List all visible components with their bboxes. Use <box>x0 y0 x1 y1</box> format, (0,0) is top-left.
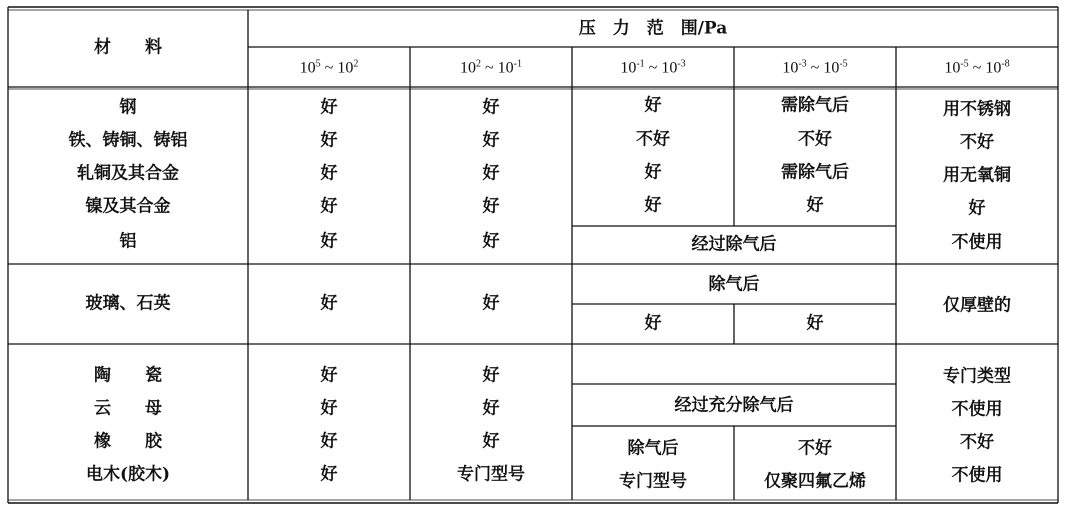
cell-value: 好 <box>320 293 338 314</box>
cell-value: 不使用 <box>951 465 1003 486</box>
material-rubber: 橡 胶 <box>94 431 162 452</box>
cell-value: 除气后 <box>627 438 679 459</box>
material-ceramic: 陶 瓷 <box>94 365 162 386</box>
cell-value: 不使用 <box>951 232 1003 253</box>
cell-value: 好 <box>482 163 500 184</box>
cell-value: 专门类型 <box>943 366 1011 387</box>
cell-value: 好 <box>320 365 338 386</box>
range-header-2: $10^2$ ~ $10^{-1}$ <box>460 58 522 77</box>
range-header-4: $10^{-3}$ ~ $10^{-5}$ <box>782 58 848 77</box>
cell-value: 用不锈钢 <box>943 99 1011 120</box>
merged-cell-fully-degassed: 经过充分除气后 <box>674 395 794 416</box>
cell-value: 好 <box>482 431 500 452</box>
cell-value: 用无氧铜 <box>943 165 1011 186</box>
cell-value: 需除气后 <box>781 95 849 116</box>
header-pressure-range: 压 力 范 围/Pa <box>578 18 728 39</box>
cell-value: 好 <box>482 293 500 314</box>
material-rolled-copper-alloy: 轧铜及其合金 <box>77 163 179 184</box>
cell-value: 不使用 <box>951 399 1003 420</box>
material-aluminum: 铝 <box>119 231 137 252</box>
material-mica: 云 母 <box>94 398 162 419</box>
cell-value: 好 <box>644 195 662 216</box>
cell-value: 好 <box>968 198 986 219</box>
cell-value: 好 <box>320 196 338 217</box>
cell-value: 好 <box>482 398 500 419</box>
material-glass-quartz: 玻璃、石英 <box>85 293 171 314</box>
cell-value: 好 <box>320 163 338 184</box>
cell-value: 好 <box>644 313 662 334</box>
cell-value: 不好 <box>798 438 832 459</box>
merged-cell-degassed: 经过除气后 <box>691 234 777 255</box>
material-steel: 钢 <box>119 97 137 118</box>
range-header-1: $10^5$ ~ $10^2$ <box>299 58 359 77</box>
cell-value: 不好 <box>798 129 832 150</box>
cell-value: 不好 <box>960 132 994 153</box>
cell-value: 好 <box>482 365 500 386</box>
cell-value: 仅厚壁的 <box>943 295 1011 316</box>
cell-value: 好 <box>482 97 500 118</box>
cell-value: 好 <box>320 97 338 118</box>
material-nickel-alloy: 镍及其合金 <box>85 196 171 217</box>
cell-value: 好 <box>482 231 500 252</box>
cell-value: 好 <box>320 398 338 419</box>
cell-value: 好 <box>644 162 662 183</box>
cell-value: 好 <box>320 464 338 485</box>
cell-value: 好 <box>806 195 824 216</box>
range-header-5: $10^{-5}$ ~ $10^{-8}$ <box>944 58 1010 77</box>
cell-value: 需除气后 <box>781 162 849 183</box>
material-bakelite: 电木(胶木) <box>85 464 171 485</box>
material-iron-cast-copper-aluminum: 铁、铸铜、铸铝 <box>68 130 188 151</box>
cell-value: 专门型号 <box>619 471 687 492</box>
merged-cell-after-degassing: 除气后 <box>708 274 760 295</box>
cell-value: 专门型号 <box>457 464 525 485</box>
cell-value: 好 <box>806 313 824 334</box>
cell-value: 好 <box>482 196 500 217</box>
cell-value: 不好 <box>960 432 994 453</box>
cell-value: 好 <box>320 431 338 452</box>
cell-value: 好 <box>482 130 500 151</box>
header-material: 材 料 <box>94 37 162 58</box>
cell-value: 好 <box>320 231 338 252</box>
cell-value: 仅聚四氟乙烯 <box>764 471 866 492</box>
range-header-3: $10^{-1}$ ~ $10^{-3}$ <box>620 58 686 77</box>
cell-value: 不好 <box>636 129 670 150</box>
cell-value: 好 <box>644 95 662 116</box>
cell-value: 好 <box>320 130 338 151</box>
